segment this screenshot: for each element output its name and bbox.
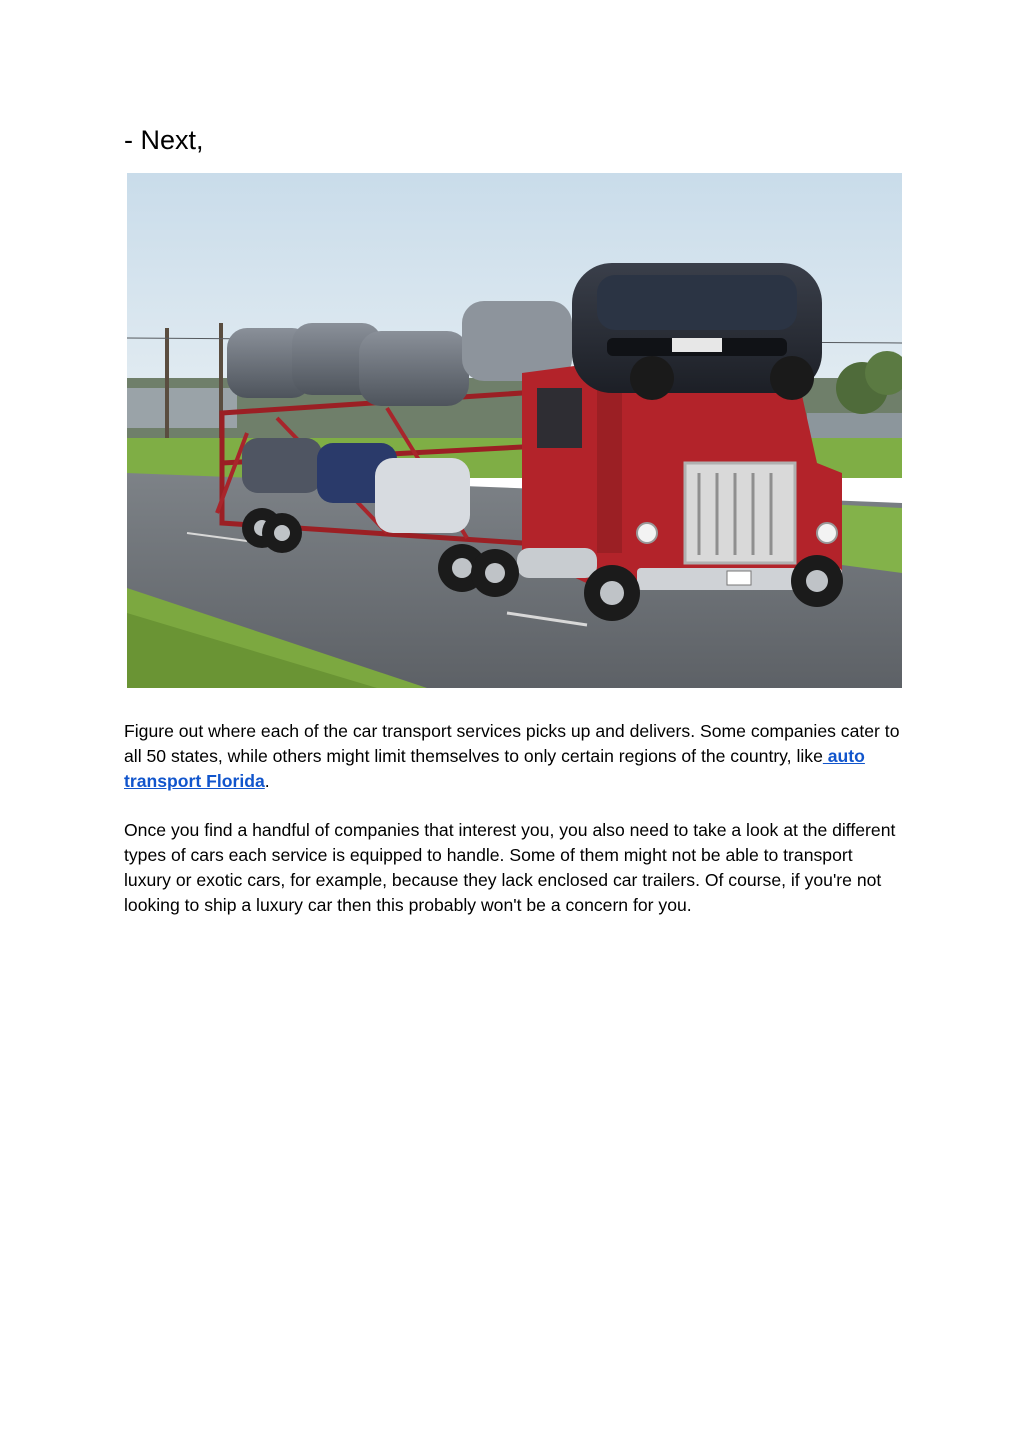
section-heading: - Next, [124,125,204,155]
paragraph-1-end: . [264,771,270,791]
paragraph-1-text: Figure out where each of the car transport services picks up and delivers. Some companies cater to all 50 states, while others might limit themselves to only certain regions of the country, like [124,721,900,766]
auto-transport-florida-link[interactable]: auto transport Florida [124,746,865,791]
paragraph-car-types: Once you find a handful of companies that interest you, you also need to take a look at the different types of cars each service is equipped to handle. Some of them might not be able to transport luxury or exotic cars, for example, because they lack enclosed car trailers. Of course, if you're not looking to ship a luxury car then this probably won't be a concern for you. [124,820,896,915]
car-carrier-truck-photo [127,173,902,688]
paragraph-pickup-delivery [124,719,904,794]
